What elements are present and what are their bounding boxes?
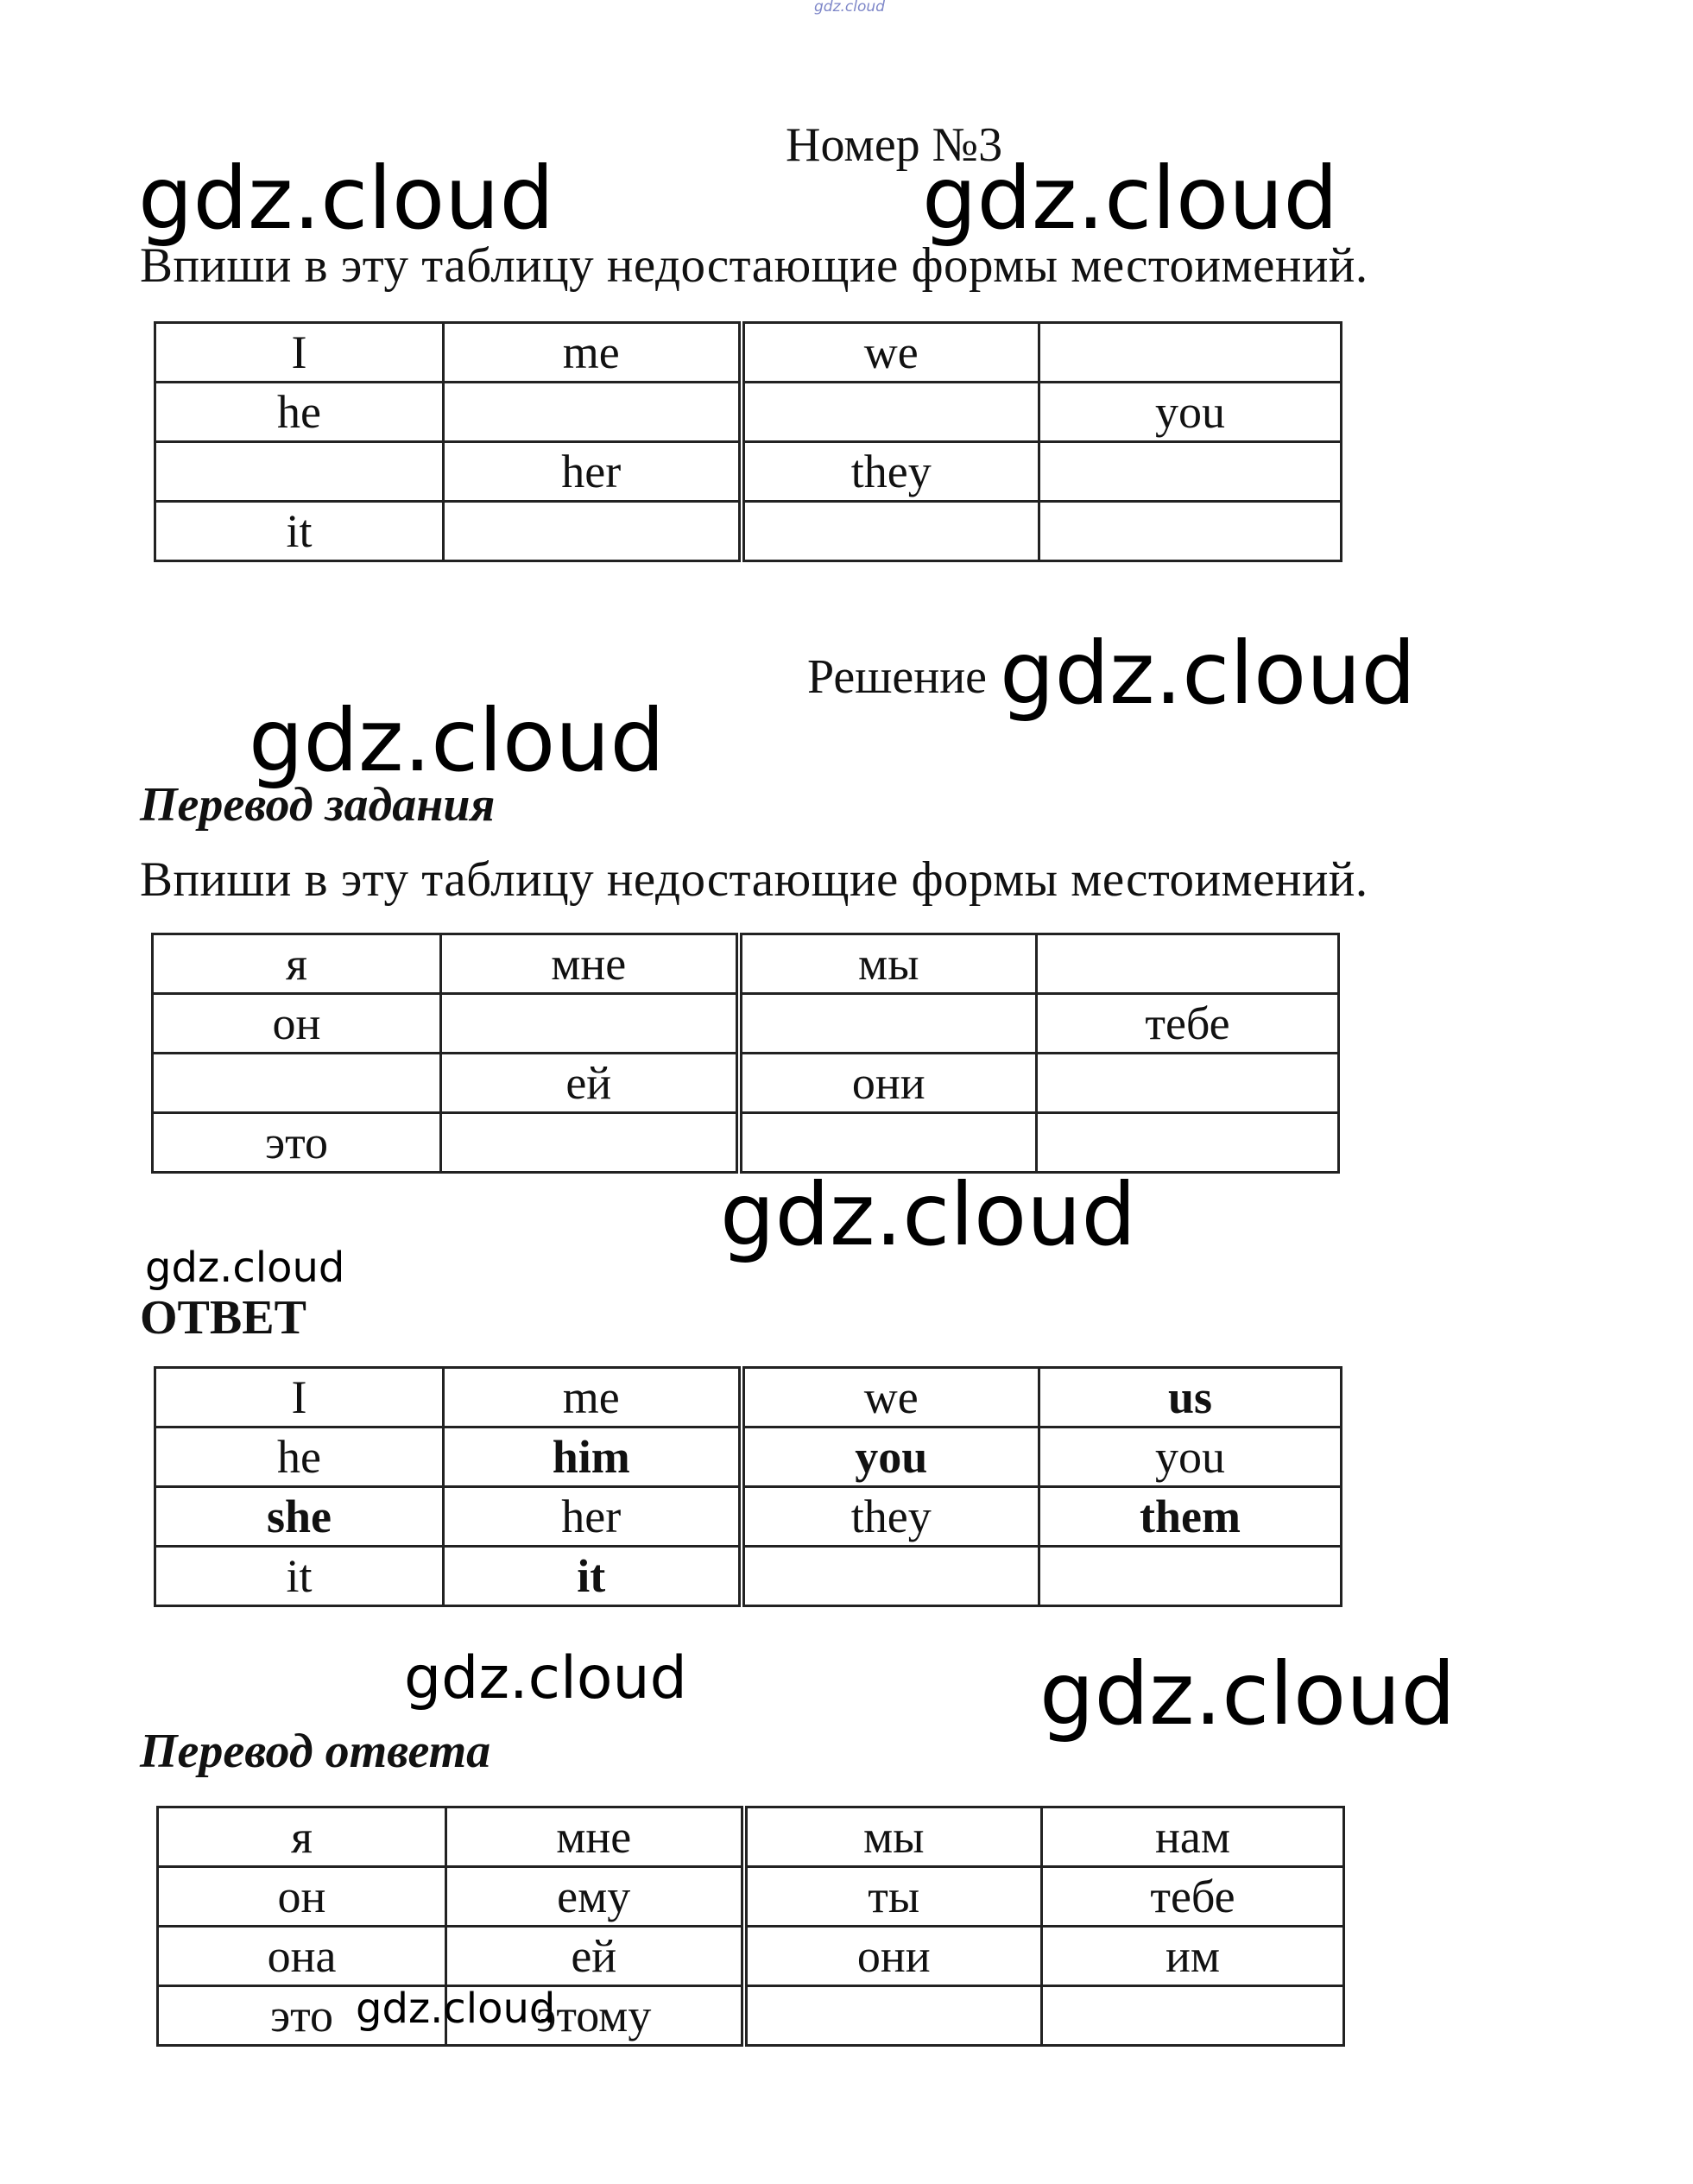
solution-label: Решение xyxy=(807,650,988,704)
watermark: gdz.cloud xyxy=(404,1644,687,1712)
table-cell: I xyxy=(155,323,444,383)
table-row xyxy=(158,1927,1344,1986)
table-cell xyxy=(1039,1547,1342,1606)
watermark: gdz.cloud xyxy=(145,1244,345,1292)
table-cell: me xyxy=(444,323,742,383)
table-cell xyxy=(742,502,1039,561)
table-cell: ей xyxy=(441,1054,739,1113)
table-cell: they xyxy=(742,442,1039,502)
table-cell xyxy=(444,502,742,561)
table-cell xyxy=(739,994,1037,1054)
table-cell: we xyxy=(742,323,1039,383)
table-row xyxy=(153,994,1339,1054)
table-row xyxy=(158,1986,1344,2046)
watermark: gdz.cloud xyxy=(720,1164,1137,1265)
table-row xyxy=(158,1807,1344,1867)
watermark: gdz.cloud xyxy=(356,1985,556,2033)
table-cell xyxy=(1037,934,1339,994)
table-cell: нам xyxy=(1042,1807,1344,1867)
table-row xyxy=(155,1547,1342,1606)
table-cell: you xyxy=(1039,383,1342,442)
watermark-top: gdz.cloud xyxy=(814,0,885,16)
answer-heading: ОТВЕТ xyxy=(140,1291,306,1345)
table-cell xyxy=(1039,323,1342,383)
watermark: gdz.cloud xyxy=(922,148,1339,249)
table-row xyxy=(155,383,1342,442)
table-cell-answer: us xyxy=(1039,1368,1342,1428)
table-cell-answer: she xyxy=(155,1487,444,1547)
table-cell: это xyxy=(158,1986,446,2046)
table-cell: этому xyxy=(446,1986,744,2046)
table-cell: им xyxy=(1042,1927,1344,1986)
table-row xyxy=(153,1113,1339,1173)
watermark: gdz.cloud xyxy=(138,148,555,249)
table-cell xyxy=(1042,1986,1344,2046)
table-cell: он xyxy=(158,1867,446,1927)
table-cell xyxy=(441,994,739,1054)
table-cell xyxy=(744,1986,1042,2046)
table-row xyxy=(155,1368,1342,1428)
table-row xyxy=(155,442,1342,502)
answer-translation-table xyxy=(156,1806,1345,2047)
table-cell-answer: them xyxy=(1039,1487,1342,1547)
table-cell xyxy=(742,1547,1039,1606)
table-cell: we xyxy=(742,1368,1039,1428)
table-row xyxy=(158,1867,1344,1927)
table-row xyxy=(155,1428,1342,1487)
table-cell: it xyxy=(155,502,444,561)
table-cell: he xyxy=(155,383,444,442)
table-row xyxy=(155,323,1342,383)
table-cell: ему xyxy=(446,1867,744,1927)
table-cell xyxy=(742,383,1039,442)
task-instruction: Впиши в эту таблицу недостающие формы местоимений. xyxy=(140,238,1368,293)
table-cell: me xyxy=(444,1368,742,1428)
table-cell: мы xyxy=(739,934,1037,994)
table-cell xyxy=(1039,442,1342,502)
table-cell: мы xyxy=(744,1807,1042,1867)
table-cell: he xyxy=(155,1428,444,1487)
table-cell: я xyxy=(153,934,441,994)
table-cell xyxy=(1039,502,1342,561)
table-cell: тебе xyxy=(1042,1867,1344,1927)
table-row xyxy=(153,934,1339,994)
instruction-translation: Впиши в эту таблицу недостающие формы местоимений. xyxy=(140,852,1368,907)
task-translation-table xyxy=(151,933,1340,1174)
table-cell: ты xyxy=(744,1867,1042,1927)
table-cell: her xyxy=(444,442,742,502)
table-cell: they xyxy=(742,1487,1039,1547)
watermark: gdz.cloud xyxy=(249,690,666,791)
table-cell: я xyxy=(158,1807,446,1867)
watermark: gdz.cloud xyxy=(1000,623,1417,724)
answer-translation-heading: Перевод ответа xyxy=(140,1725,491,1778)
table-cell xyxy=(1037,1054,1339,1113)
table-cell-answer: you xyxy=(742,1428,1039,1487)
table-cell: it xyxy=(155,1547,444,1606)
table-cell: они xyxy=(739,1054,1037,1113)
table-cell: они xyxy=(744,1927,1042,1986)
table-cell: ей xyxy=(446,1927,744,1986)
table-cell-answer: it xyxy=(444,1547,742,1606)
page-title: Номер №3 xyxy=(786,118,1003,172)
table-cell: тебе xyxy=(1037,994,1339,1054)
table-cell xyxy=(441,1113,739,1173)
table-cell xyxy=(444,383,742,442)
table-cell xyxy=(739,1113,1037,1173)
table-row xyxy=(153,1054,1339,1113)
table-cell xyxy=(155,442,444,502)
table-row xyxy=(155,502,1342,561)
table-cell xyxy=(1037,1113,1339,1173)
table-cell xyxy=(153,1054,441,1113)
table-cell: her xyxy=(444,1487,742,1547)
table-cell: она xyxy=(158,1927,446,1986)
table-cell: мне xyxy=(441,934,739,994)
watermark: gdz.cloud xyxy=(1039,1643,1456,1744)
task-translation-heading: Перевод задания xyxy=(140,778,496,832)
table-row xyxy=(155,1487,1342,1547)
table-cell: I xyxy=(155,1368,444,1428)
table-cell-answer: him xyxy=(444,1428,742,1487)
table-cell: мне xyxy=(446,1807,744,1867)
table-cell: you xyxy=(1039,1428,1342,1487)
task-table xyxy=(154,321,1342,562)
table-cell: это xyxy=(153,1113,441,1173)
table-cell: он xyxy=(153,994,441,1054)
answer-table xyxy=(154,1366,1342,1607)
